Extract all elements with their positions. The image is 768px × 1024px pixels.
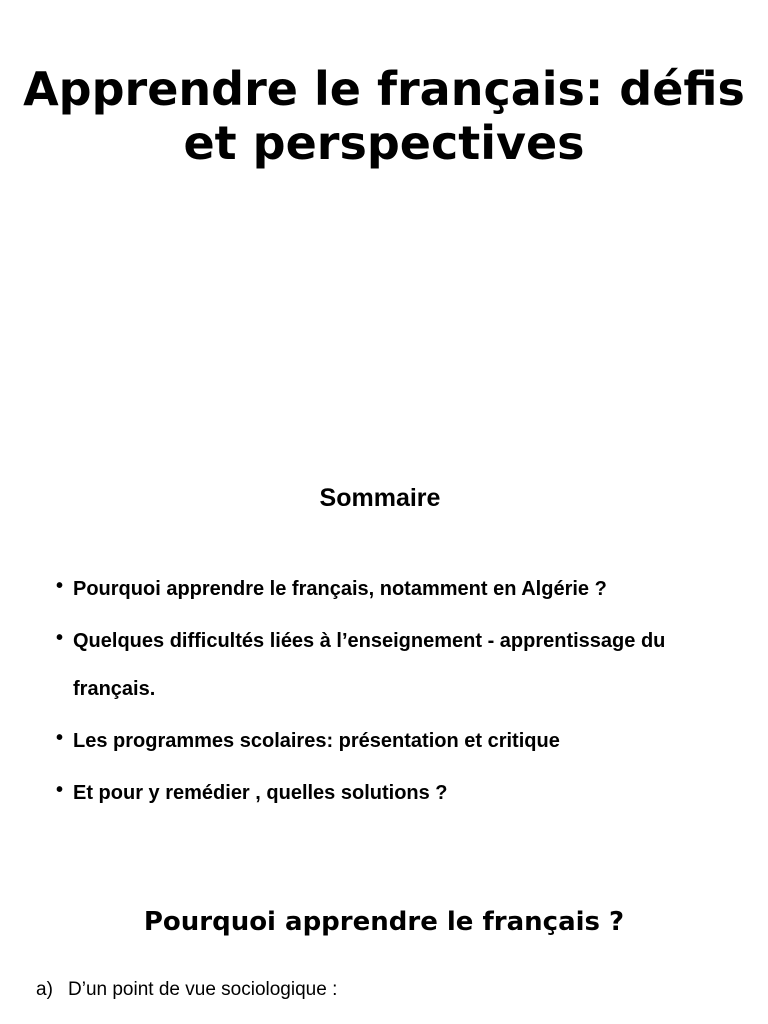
sub-point <box>36 976 337 1004</box>
sommaire-heading: Sommaire <box>319 484 441 512</box>
summary-list <box>56 565 736 817</box>
bullet-icon: • <box>56 627 64 649</box>
list-item <box>56 769 736 817</box>
slide-title: Apprendre le français: défis et perspectives <box>23 62 745 170</box>
section-heading: Pourquoi apprendre le français ? <box>143 907 625 937</box>
list-item <box>56 617 736 713</box>
list-item <box>56 717 736 765</box>
list-item-text: Pourquoi apprendre le français, notamment en Algérie ? <box>73 578 607 600</box>
list-item-text: Quelques difficultés liées à l’enseignement - apprentissage du français. <box>73 630 666 700</box>
bullet-icon: • <box>56 727 64 749</box>
list-item <box>56 565 736 613</box>
list-item-text: Et pour y remédier , quelles solutions ? <box>73 782 448 804</box>
bullet-icon: • <box>56 779 64 801</box>
bullet-icon: • <box>56 575 64 597</box>
sub-point-text: D’un point de vue sociologique : <box>68 979 338 1000</box>
list-item-text: Les programmes scolaires: présentation et critique <box>73 730 560 752</box>
sub-point-marker: a) <box>36 979 53 1000</box>
